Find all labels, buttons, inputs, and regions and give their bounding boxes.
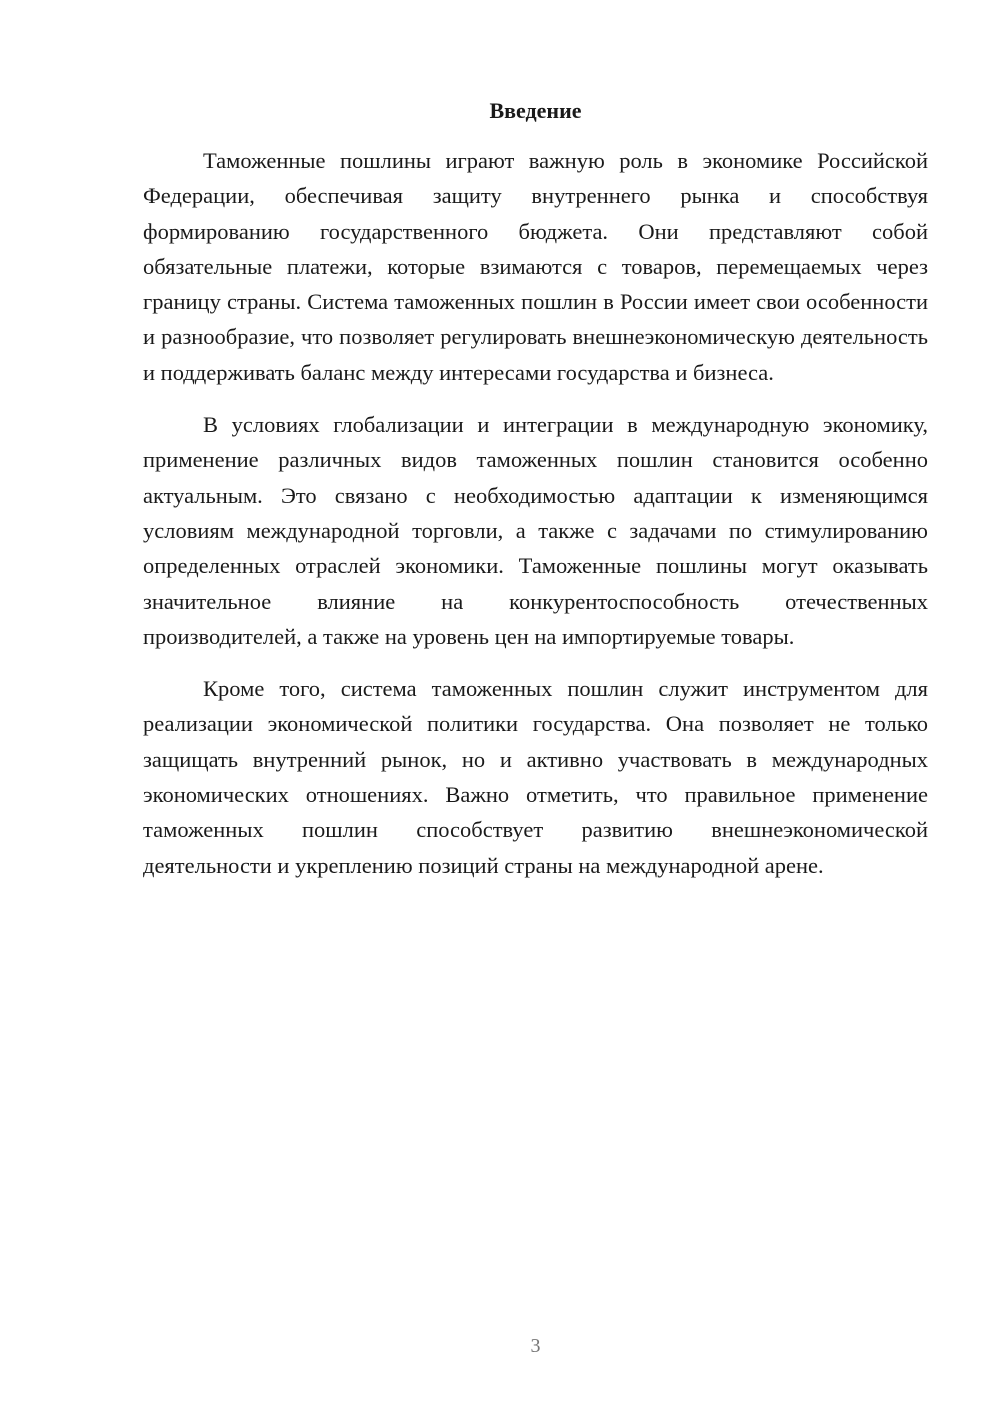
paragraph-1: Таможенные пошлины играют важную роль в экономике Российской Федерации, обеспечивая защиту внутреннего рынка и способствуя формированию государственного бюджета. Они представляют собой обязательные платежи, которые взимаются с товаров, перемещаемых через границу страны. Система таможенных пошлин в России имеет свои особенности и разнообразие, что позволяет регулировать внешнеэкономическую деятельность и поддерживать баланс между интересами государства и бизнеса. — [143, 148, 928, 385]
paragraph-3: Кроме того, система таможенных пошлин служит инструментом для реализации экономической политики государства. Она позволяет не только защищать внутренний рынок, но и активно участвовать в международных экономических отношениях. Важно отметить, что правильное применение таможенных пошлин способствует развитию внешнеэкономической деятельности и укреплению позиций страны на международной арене. — [143, 676, 928, 878]
page-number: 3 — [530, 1335, 541, 1357]
body-text — [143, 143, 928, 900]
section-heading: Введение — [489, 98, 582, 123]
paragraph-2: В условиях глобализации и интеграции в международную экономику, применение различных видов таможенных пошлин становится особенно актуальным. Это связано с необходимостью адаптации к изменяющимся условиям международной торговли, а также с задачами по стимулированию определенных отраслей экономики. Таможенные пошлины могут оказывать значительное влияние на конкурентоспособность отечественных производителей, а также на уровень цен на импортируемые товары. — [143, 412, 928, 649]
